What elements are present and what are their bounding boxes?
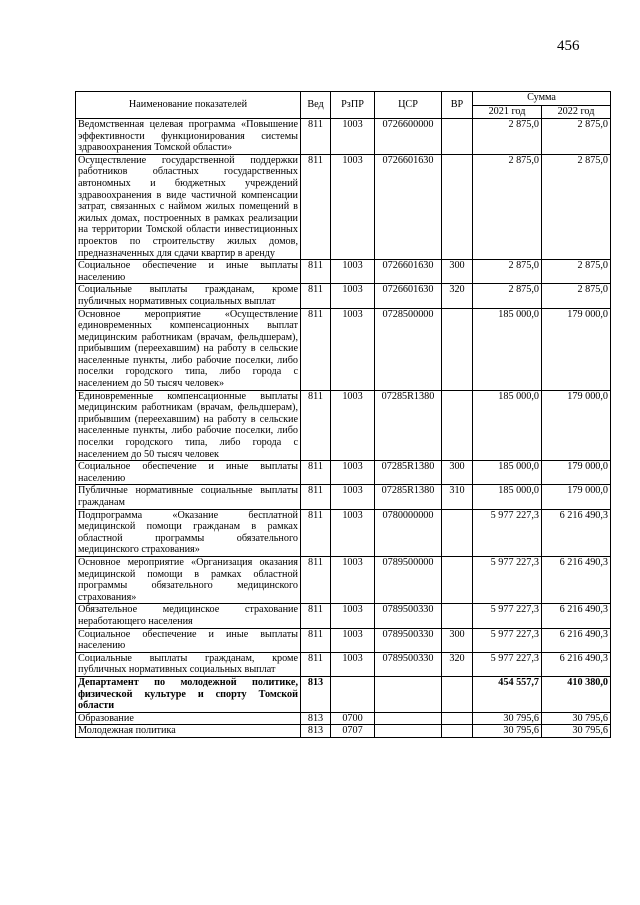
- row-sum-2022: 410 380,0: [542, 676, 611, 712]
- row-csr: [375, 676, 442, 712]
- row-sum-2022: 179 000,0: [542, 461, 611, 485]
- row-name: Молодежная политика: [76, 725, 301, 738]
- row-sum-2022: 30 795,6: [542, 712, 611, 725]
- row-vr: 300: [442, 461, 473, 485]
- row-sum-2022: 30 795,6: [542, 725, 611, 738]
- header-sum: Сумма: [473, 92, 611, 106]
- row-sum-2021: 5 977 227,3: [473, 509, 542, 556]
- row-rzpr: 1003: [331, 308, 375, 390]
- budget-table: [75, 91, 611, 738]
- row-csr: [375, 712, 442, 725]
- row-csr: 0726601630: [375, 154, 442, 259]
- table-body: [76, 119, 611, 738]
- table-row: [76, 485, 611, 509]
- row-csr: 0726601630: [375, 260, 442, 284]
- row-ved: 811: [301, 260, 331, 284]
- row-csr: 0789500000: [375, 556, 442, 603]
- row-sum-2022: 6 216 490,3: [542, 652, 611, 676]
- row-vr: 300: [442, 628, 473, 652]
- row-vr: [442, 725, 473, 738]
- row-csr: 0789500330: [375, 628, 442, 652]
- row-vr: [442, 119, 473, 155]
- row-name: Образование: [76, 712, 301, 725]
- row-csr: 07285R1380: [375, 461, 442, 485]
- row-ved: 811: [301, 119, 331, 155]
- row-vr: [442, 676, 473, 712]
- row-sum-2022: 2 875,0: [542, 284, 611, 308]
- row-name: Осуществление государственной поддержки работников областных государственных автономных и бюджетных учреждений здравоохранения в виде частичной компенсации затрат, связанных с наймом жилых помещений в жилых домах, построенных в рамках реализации на территории Томской области инвестиционных проектов по строительству жилых домов, предназначенных для сдачи квартир в аренду: [76, 154, 301, 259]
- row-name: Социальные выплаты гражданам, кроме публичных нормативных социальных выплат: [76, 652, 301, 676]
- table-row: [76, 119, 611, 155]
- row-rzpr: 1003: [331, 119, 375, 155]
- row-vr: [442, 308, 473, 390]
- row-sum-2022: 6 216 490,3: [542, 556, 611, 603]
- row-ved: 811: [301, 485, 331, 509]
- row-csr: 0789500330: [375, 652, 442, 676]
- row-name: Подпрограмма «Оказание бесплатной медицинской помощи гражданам в рамках областной программы обязательного медицинского страхования»: [76, 509, 301, 556]
- row-rzpr: [331, 676, 375, 712]
- row-rzpr: 1003: [331, 604, 375, 628]
- row-rzpr: 1003: [331, 485, 375, 509]
- row-name: Единовременные компенсационные выплаты медицинским работникам (врачам, фельдшерам), прибывшим (переехавшим) на работу в сельские населенные пункты, либо рабочие поселки, либо поселки городского типа, либо города с населением до 50 тысяч человек: [76, 390, 301, 461]
- row-name: Социальные выплаты гражданам, кроме публичных нормативных социальных выплат: [76, 284, 301, 308]
- row-rzpr: 0700: [331, 712, 375, 725]
- row-ved: 813: [301, 725, 331, 738]
- row-ved: 811: [301, 154, 331, 259]
- row-rzpr: 1003: [331, 652, 375, 676]
- row-ved: 811: [301, 284, 331, 308]
- row-vr: [442, 556, 473, 603]
- row-sum-2021: 185 000,0: [473, 461, 542, 485]
- row-rzpr: 0707: [331, 725, 375, 738]
- row-sum-2022: 2 875,0: [542, 154, 611, 259]
- table-row: [76, 725, 611, 738]
- table-row: [76, 461, 611, 485]
- row-sum-2021: 2 875,0: [473, 119, 542, 155]
- header-year-2021: 2021 год: [473, 105, 542, 119]
- header-vr: ВР: [442, 92, 473, 119]
- header-year-2022: 2022 год: [542, 105, 611, 119]
- row-vr: 310: [442, 485, 473, 509]
- row-rzpr: 1003: [331, 284, 375, 308]
- table-row: [76, 556, 611, 603]
- row-rzpr: 1003: [331, 260, 375, 284]
- row-sum-2021: 30 795,6: [473, 725, 542, 738]
- row-sum-2021: 2 875,0: [473, 260, 542, 284]
- table-row: [76, 604, 611, 628]
- header-name: Наименование показателей: [76, 92, 301, 119]
- row-csr: 07285R1380: [375, 390, 442, 461]
- row-csr: 0789500330: [375, 604, 442, 628]
- row-ved: 811: [301, 652, 331, 676]
- row-ved: 811: [301, 556, 331, 603]
- row-name: Социальное обеспечение и иные выплаты населению: [76, 260, 301, 284]
- row-name: Основное мероприятие «Осуществление единовременных компенсационных выплат медицинским работникам (врачам, фельдшерам), прибывшим (переехавшим) на работу в сельские населенные пункты, либо рабочие поселки, либо поселки городского типа, либо города с населением до 50 тысяч человек»: [76, 308, 301, 390]
- row-vr: [442, 509, 473, 556]
- row-ved: 811: [301, 509, 331, 556]
- row-sum-2022: 6 216 490,3: [542, 604, 611, 628]
- table-row: [76, 628, 611, 652]
- row-csr: [375, 725, 442, 738]
- row-ved: 813: [301, 712, 331, 725]
- row-sum-2022: 179 000,0: [542, 390, 611, 461]
- row-sum-2021: 2 875,0: [473, 284, 542, 308]
- row-ved: 811: [301, 461, 331, 485]
- row-sum-2021: 2 875,0: [473, 154, 542, 259]
- table-row: [76, 308, 611, 390]
- table-row: [76, 652, 611, 676]
- row-rzpr: 1003: [331, 461, 375, 485]
- table-row: [76, 260, 611, 284]
- row-ved: 811: [301, 604, 331, 628]
- row-name: Социальное обеспечение и иные выплаты населению: [76, 628, 301, 652]
- row-vr: [442, 154, 473, 259]
- row-sum-2021: 454 557,7: [473, 676, 542, 712]
- row-sum-2021: 185 000,0: [473, 390, 542, 461]
- row-sum-2022: 6 216 490,3: [542, 628, 611, 652]
- row-ved: 813: [301, 676, 331, 712]
- table-row: [76, 712, 611, 725]
- row-name: Ведомственная целевая программа «Повышение эффективности функционирования системы здравоохранения Томской области»: [76, 119, 301, 155]
- header-csr: ЦСР: [375, 92, 442, 119]
- row-vr: [442, 390, 473, 461]
- row-ved: 811: [301, 390, 331, 461]
- table-row: [76, 676, 611, 712]
- row-sum-2022: 6 216 490,3: [542, 509, 611, 556]
- table-row: [76, 509, 611, 556]
- row-sum-2022: 2 875,0: [542, 119, 611, 155]
- row-csr: 07285R1380: [375, 485, 442, 509]
- row-rzpr: 1003: [331, 390, 375, 461]
- row-rzpr: 1003: [331, 556, 375, 603]
- row-name: Основное мероприятие «Организация оказания медицинской помощи в рамках областной программы обязательного медицинского страхования»: [76, 556, 301, 603]
- row-vr: 320: [442, 652, 473, 676]
- row-vr: 320: [442, 284, 473, 308]
- row-sum-2021: 5 977 227,3: [473, 556, 542, 603]
- row-sum-2021: 5 977 227,3: [473, 628, 542, 652]
- table-row: [76, 284, 611, 308]
- row-rzpr: 1003: [331, 509, 375, 556]
- page-number: 456: [557, 38, 580, 54]
- row-name: Департамент по молодежной политике, физической культуре и спорту Томской области: [76, 676, 301, 712]
- row-csr: 0728500000: [375, 308, 442, 390]
- row-name: Публичные нормативные социальные выплаты гражданам: [76, 485, 301, 509]
- row-sum-2022: 179 000,0: [542, 308, 611, 390]
- row-sum-2022: 2 875,0: [542, 260, 611, 284]
- row-sum-2021: 5 977 227,3: [473, 652, 542, 676]
- row-ved: 811: [301, 308, 331, 390]
- row-name: Обязательное медицинское страхование неработающего населения: [76, 604, 301, 628]
- row-name: Социальное обеспечение и иные выплаты населению: [76, 461, 301, 485]
- row-sum-2022: 179 000,0: [542, 485, 611, 509]
- header-ved: Вед: [301, 92, 331, 119]
- row-vr: 300: [442, 260, 473, 284]
- row-vr: [442, 604, 473, 628]
- row-rzpr: 1003: [331, 628, 375, 652]
- header-rzpr: РзПР: [331, 92, 375, 119]
- row-ved: 811: [301, 628, 331, 652]
- row-sum-2021: 5 977 227,3: [473, 604, 542, 628]
- row-rzpr: 1003: [331, 154, 375, 259]
- row-sum-2021: 30 795,6: [473, 712, 542, 725]
- row-csr: 0726601630: [375, 284, 442, 308]
- row-csr: 0726600000: [375, 119, 442, 155]
- table-row: [76, 154, 611, 259]
- row-sum-2021: 185 000,0: [473, 308, 542, 390]
- table-header: [76, 92, 611, 119]
- row-vr: [442, 712, 473, 725]
- row-sum-2021: 185 000,0: [473, 485, 542, 509]
- table-row: [76, 390, 611, 461]
- row-csr: 0780000000: [375, 509, 442, 556]
